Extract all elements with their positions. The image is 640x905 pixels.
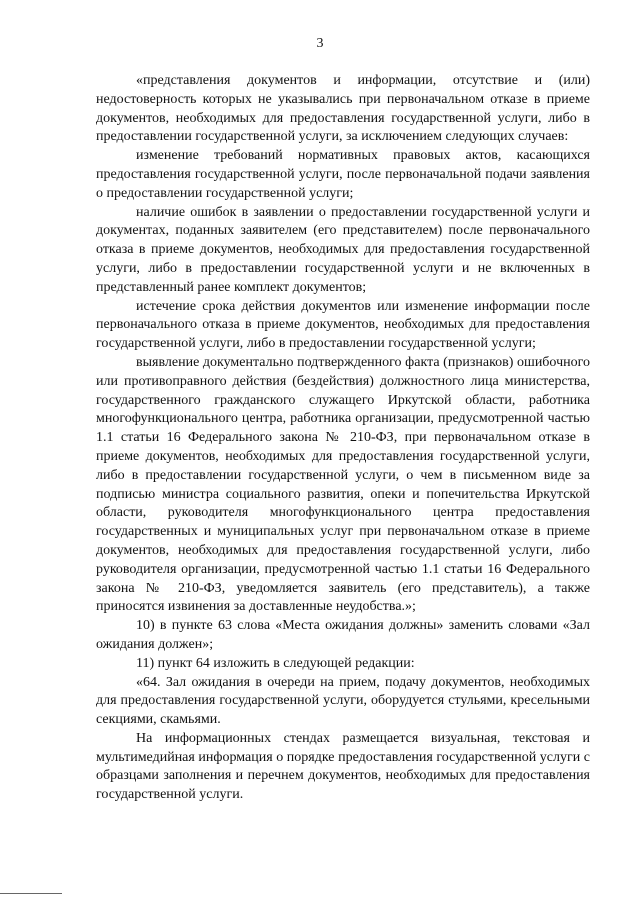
page-number: 3: [316, 36, 324, 51]
paragraph-item-10: 10) в пункте 63 слова «Места ожидания должны» заменить словами «Зал ожидания должен»;: [96, 618, 590, 652]
paragraph-wrongful-action: выявление документально подтвержденного факта (признаков) ошибочного или противоправного действия (бездействия) должностного лица министерства, государственного гражданского служащего Иркутской области, работника многофункционального центра, работника организации, предусмотренной частью 1.1 статьи 16 Федерального закона № 210-ФЗ, при первоначальном отказе в приеме документов, необходимых для предоставления государственной услуги, либо в предоставлении государственной услуги, о чем в письменном виде за подписью министра социального развития, опеки и попечительства Иркутской области, руководителя многофункционального центра предоставления государственных и муниципальных услуг при первоначальном отказе в приеме документов, необходимых для предоставления государственной услуги, либо руководителя организации, предусмотренной частью 1.1 статьи 16 Федерального закона № 210-ФЗ, уведомляется заявитель (его представитель), а также приносятся извинения за доставленные неудобства.»;: [96, 354, 590, 615]
paragraph-item-11: 11) пункт 64 изложить в следующей редакции:: [136, 655, 415, 671]
paragraph-representation-exceptions: «представления документов и информации, отсутствие и (или) недостоверность которых не указывались при первоначальном отказе в приеме документов, необходимых для предоставления государственной услуги, либо в предоставлении государственной услуги, за исключением следующих случаев:: [96, 73, 590, 145]
document-body: [96, 72, 590, 805]
paragraph-requirements-change: изменение требований нормативных правовых актов, касающихся предоставления государственной услуги, после первоначальной подачи заявления о предоставлении государственной услуги;: [96, 148, 590, 201]
footer-divider: [0, 893, 62, 894]
paragraph-errors-in-application: наличие ошибок в заявлении о предоставлении государственной услуги и документах, поданных заявителем (его представителем) после первоначального отказа в приеме документов, необходимых для предоставления государственной услуги, либо в предоставлении государственной услуги и не включенных в представленный ранее комплект документов;: [96, 204, 590, 295]
paragraph-document-expiry: истечение срока действия документов или изменение информации после первоначального отказа в приеме документов, необходимых для предоставления государственной услуги, либо в предоставлении государственной услуги;: [96, 298, 590, 352]
paragraph-information-stands: На информационных стендах размещается визуальная, текстовая и мультимедийная информация о порядке предоставления государственной услуги с образцами заполнения и перечнем документов, необходимых для предоставления государственной услуги.: [96, 730, 590, 803]
paragraph-clause-64: «64. Зал ожидания в очереди на прием, подачу документов, необходимых для предоставления государственной услуги, оборудуется стульями, кресельными секциями, скамьями.: [96, 674, 590, 728]
